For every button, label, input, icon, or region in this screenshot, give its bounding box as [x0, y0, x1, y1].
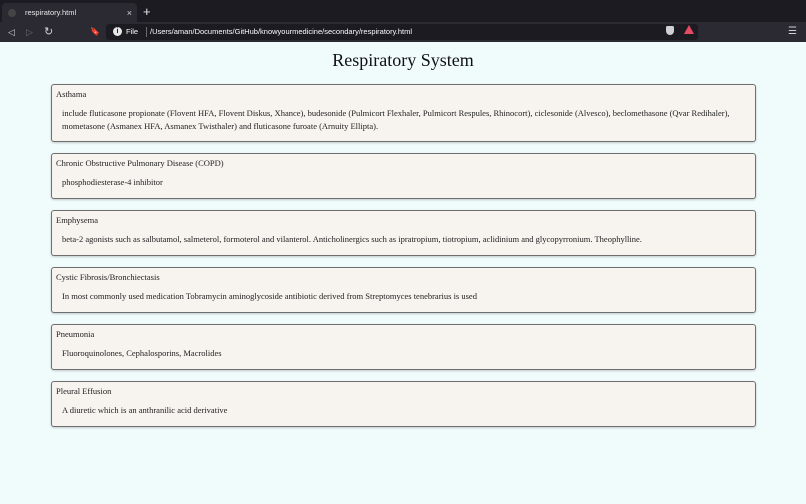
- nav-toolbar: [0, 22, 806, 42]
- url-divider: [146, 27, 147, 37]
- section-card-copd: [51, 153, 756, 199]
- section-card-pneumonia: [51, 324, 756, 370]
- page-content: [0, 42, 806, 504]
- section-text: phosphodiesterase-4 inhibitor: [62, 177, 163, 187]
- tab-title: respiratory.html: [25, 8, 77, 17]
- section-title: Pleural Effusion: [56, 386, 112, 396]
- section-text: beta-2 agonists such as salbutamol, salmeterol, formoterol and vilanterol. Anticholinergics such as ipratropium, tiotropium, aclidinium and glycopyrronium. Theophylline.: [62, 234, 642, 244]
- page-title: Respiratory System: [332, 50, 474, 70]
- section-text: A diuretic which is an anthranilic acid derivative: [62, 405, 228, 415]
- brave-shield-icon[interactable]: [666, 26, 674, 35]
- url-text[interactable]: /Users/aman/Documents/GitHub/knowyourmedicine/secondary/respiratory.html: [150, 27, 413, 36]
- section-card-asthma: [51, 84, 756, 142]
- back-icon[interactable]: ◁: [8, 27, 15, 37]
- section-card-emphysema: [51, 210, 756, 256]
- rewards-triangle-icon[interactable]: [684, 25, 694, 34]
- tab-strip: [0, 0, 806, 22]
- section-title: Pneumonia: [56, 329, 95, 339]
- section-title: Asthama: [56, 89, 87, 99]
- menu-icon[interactable]: ☰: [788, 26, 797, 37]
- forward-icon[interactable]: ▷: [26, 27, 33, 37]
- page-favicon-icon: [8, 9, 16, 17]
- bookmark-icon[interactable]: 🔖: [90, 27, 100, 36]
- section-card-cystic-fibrosis: [51, 267, 756, 313]
- browser-tab[interactable]: [2, 3, 137, 22]
- close-tab-icon[interactable]: ×: [126, 7, 132, 18]
- scheme-label: File: [126, 27, 139, 36]
- section-title: Emphysema: [56, 215, 99, 225]
- section-text: include fluticasone propionate (Flovent HFA, Flovent Diskus, Xhance), budesonide (Pulmicort Flexhaler, Pulmicort Respules, Rhinocort), ciclesonide (Alvesco), beclomethasone (Qvar Redihaler), mometasone (Asmanex HFA, Asmanex Twisthaler) and fluticasone furoate (Arnuity Ellipta).: [62, 108, 730, 131]
- section-title: Cystic Fibrosis/Bronchiectasis: [56, 272, 160, 282]
- reload-icon[interactable]: ↻: [44, 26, 54, 38]
- section-card-pleural-effusion: [51, 381, 756, 427]
- section-text: In most commonly used medication Tobramycin aminoglycoside antibiotic derived from Streptomyces tenebrarius is used: [62, 291, 477, 301]
- section-title: Chronic Obstructive Pulmonary Disease (COPD): [56, 158, 224, 168]
- info-icon[interactable]: i: [113, 27, 122, 36]
- section-text: Fluoroquinolones, Cephalosporins, Macrolides: [62, 348, 222, 358]
- new-tab-icon[interactable]: +: [143, 4, 151, 19]
- url-bar[interactable]: [106, 24, 698, 40]
